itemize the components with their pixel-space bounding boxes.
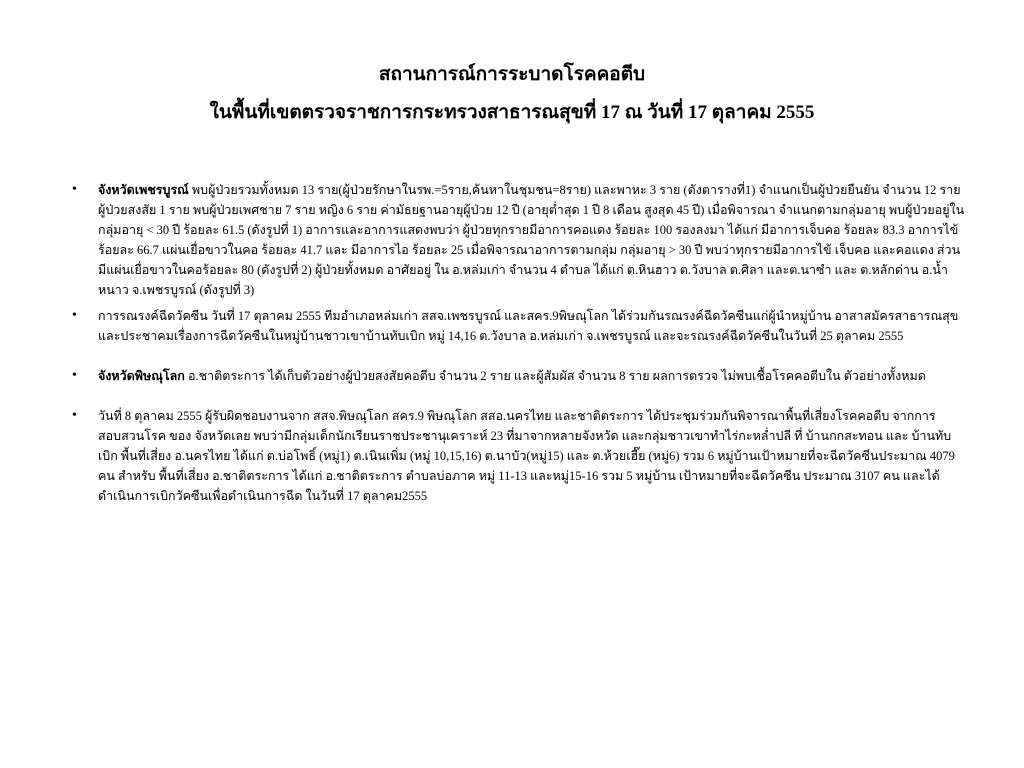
bullet-text: วันที่ 8 ตุลาคม 2555 ผู้รับผิดชอบงานจาก สสจ.พิษณุโลก สคร.9 พิษณุโลก สสอ.นครไทย และชาติตระการ ได้ประชุมร่วมกันพิจารณาพื้นที่เสี่ยงโรคคอตีบ จากการสอบสวนโรค ของ จังหวัดเลย พบว่ามีกลุ่มเด็กนักเรียนราชประชานุเคราะห์ 23 ที่มาจากหลายจังหวัด และกลุ่มชาวเขาทำไร่กะหล่ำปลี ที่ บ้านกกสะทอน และ บ้านทับเบิก พื้นที่เสี่ยง อ.นครไทย ได้แก่ ต.บ่อโพธิ์ (หมู่1) ต.เนินเพิ่ม (หมู่ 10,15,16) ต.นาบัว(หมู่15) และ ต.ห้วยเฮี๊ย (หมู่6) รวม 6 หมู่บ้านเป้าหมายที่จะฉีดวัคซีนประมาณ 4079 คน สำหรับ พื้นที่เสี่ยง อ.ชาติตระการ ได้แก่ อ.ชาติตระการ ตำบลบ่อภาค หมู่ 11-13 และหมู่15-16 รวม 5 หมู่บ้าน เป้าหมายที่จะฉีดวัคซีน ประมาณ 3107 คน และได้ดำเนินการเบิกวัคซีนเพื่อดำเนินการฉีด ในวันที่ 17 ตุลาคม2555 — [98, 409, 955, 503]
bullet-text: การรณรงค์ฉีดวัคซีน วันที่ 17 ตุลาคม 2555 ทีมอำเภอหล่มเก่า สสจ.เพชรบูรณ์ และสคร.9พิษณุโลก ได้ร่วมกันรณรงค์ฉีดวัคซีนแก่ผู้นำหมู่บ้าน อาสาสมัครสาธารณสุข และประชาคมเรื่องการฉีดวัคซีนในหมู่บ้านชาวเขาบ้านทับเบิก หมู่ 14,16 ต.วังบาล อ.หล่มเก่า จ.เพชรบูรณ์ และจะรณรงค์ฉีดวัคซีนในวันที่ 25 ตุลาคม 2555 — [98, 309, 959, 343]
bullet-text: อ.ชาติตระการ ได้เก็บตัวอย่างผู้ป่วยสงสัยคอตีบ จำนวน 2 ราย และผู้สัมผัส จำนวน 8 ราย ผลการตรวจ ไม่พบเชื้อโรคคอตีบใน ตัวอย่างทั้งหมด — [184, 369, 926, 383]
province-name: จังหวัดพิษณุโลก — [98, 369, 185, 383]
bullet-item-vaccination-campaign — [72, 306, 967, 346]
bullet-text: พบผู้ป่วยรวมทั้งหมด 13 ราย(ผู้ป่วยรักษาในรพ.=5ราย,ค้นหาในชุมชน=8ราย) และพาหะ 3 ราย (ดังตารางที่1) จำแนกเป็นผู้ป่วยยืนยัน จำนวน 12 ราย ผู้ป่วยสงสัย 1 ราย พบผู้ป่วยเพศชาย 7 ราย หญิง 6 ราย ค่ามัธยฐานอายุผู้ป่วย 12 ปี (อายุต่ำสุด 1 ปี 8 เดือน สูงสุด 45 ปี) เมื่อพิจารณา จำแนกตามกลุ่มอายุ พบผู้ป่วยอยู่ในกลุ่มอายุ < 30 ปี ร้อยละ 61.5 (ดังรูปที่ 1) อาการและอาการแสดงพบว่า ผู้ป่วยทุกรายมีอาการคอแดง ร้อยละ 100 รองลงมา ได้แก่ มีอาการเจ็บคอ ร้อยละ 83.3 อาการไข้ ร้อยละ 66.7 แผ่นเยื่อขาวในคอ ร้อยละ 41.7 และ มีอาการไอ ร้อยละ 25 เมื่อพิจารณาอาการตามกลุ่ม กลุ่มอายุ > 30 ปี พบว่าทุกรายมีอาการไข้ เจ็บคอ และคอแดง ส่วนมีแผ่นเยื่อขาวในคอร้อยละ 80 (ดังรูปที่ 2) ผู้ป่วยทั้งหมด อาศัยอยู่ ใน อ.หล่มเก่า จำนวน 4 ตำบล ได้แก่ ต.หินฮาว ต.วังบาล ต.ศิลา และต.นาซำ และ ต.หลักด่าน อ.น้ำหนาว จ.เพชรบูรณ์ (ดังรูปที่ 3) — [98, 183, 965, 297]
province-name: จังหวัดเพชรบูรณ์ — [98, 183, 189, 197]
bullet-item-phitsanulok — [72, 366, 967, 386]
bullet-icon: • — [72, 308, 77, 323]
bullet-icon: • — [72, 408, 77, 423]
bullet-item-phetchabun — [72, 180, 967, 300]
bullet-icon: • — [72, 182, 77, 197]
bullet-list — [72, 180, 967, 526]
bullet-icon: • — [72, 368, 77, 383]
title-line-1: สถานการณ์การระบาดโรคคอตีบ — [378, 64, 646, 85]
title-line-2: ในพื้นที่เขตตรวจราชการกระทรวงสาธารณสุขที่ 17 ณ วันที่ 17 ตุลาคม 2555 — [209, 102, 815, 123]
bullet-item-risk-area-meeting — [72, 406, 967, 506]
slide-title — [0, 56, 1024, 132]
